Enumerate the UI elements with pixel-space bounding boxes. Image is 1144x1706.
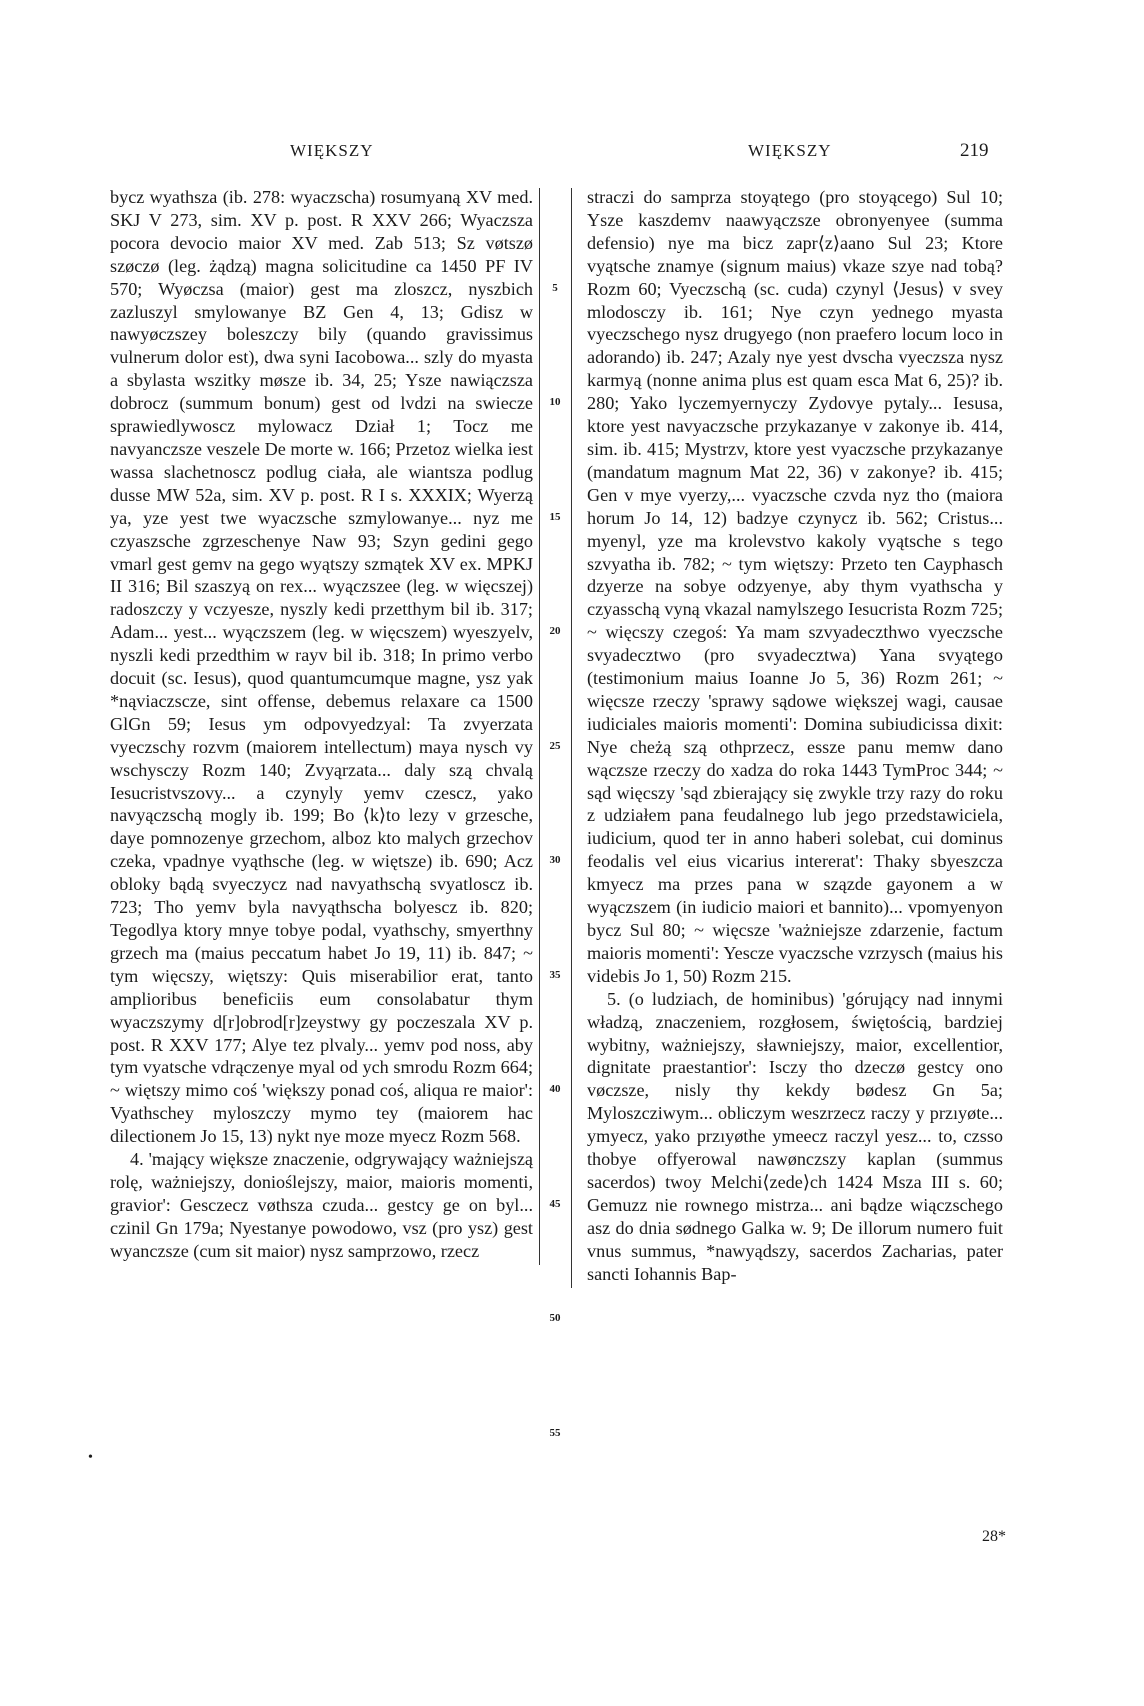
line-number: 10 <box>549 396 561 408</box>
sheet-signature: 28* <box>982 1528 1006 1545</box>
line-number: 30 <box>549 854 561 866</box>
line-number: 20 <box>549 625 561 637</box>
column-rule-right <box>571 188 572 1288</box>
line-number: 40 <box>549 1083 561 1095</box>
line-number: 50 <box>549 1312 561 1324</box>
line-number-gutter <box>542 186 568 1706</box>
margin-mark: • <box>88 1450 93 1465</box>
line-number: 5 <box>552 282 558 294</box>
running-head-left: WIĘKSZY <box>290 141 374 160</box>
line-number: 45 <box>549 1198 561 1210</box>
right-column <box>587 186 1003 1286</box>
left-paragraph-2: 4. 'mający większe znaczenie, odgrywający ważniejszą rolę, ważniejszy, donioślejszy, maior, maioris momenti, gravior': Gesczecz vøthsza czuda... gestcy ge on byl... czinil Gn 179a; Nyestanye powodowo, vsz (pro ysz) gest wyanczsze (cum sit maior) nysz samprzowo, rzecz <box>110 1149 533 1261</box>
left-column <box>110 186 533 1263</box>
line-number: 35 <box>549 969 561 981</box>
line-number: 15 <box>549 511 561 523</box>
line-number: 25 <box>549 740 561 752</box>
right-paragraph-1: straczi do samprza stoyątego (pro stoyącego) Sul 10; Ysze kaszdemv naawyączsze obronyenyee (summa defensio) nye ma bicz zapr⟨z⟩aano Sul 23; Ktore vyątsche znamye (signum maius) vkaze szye nad tobą? Rozm 60; Vyeczschą (sc. cuda) czynyl ⟨Jesus⟩ v svey mlodosczy ib. 161; Nye czyn yednego myasta vyeczschego nysz drugyego (non praefero locum loco in adorando) ib. 247; Azaly nye yest dvscha vyeczsza nysz karmyą (nonne anima plus est quam esca Mat 6, 25)? ib. 280; Yako lyczemyernyczy Zydovye pytaly... Iesusa, ktore yest navyaczsche przykazanye v zakonye ib. 414, sim. ib. 415; Mystrzv, ktore yest vyaczsche przykazanye (mandatum magnum Mat 22, 36) v zakonye? ib. 415; Gen v mye vyerzy,... vyaczsche czvda nyz tho (maiora horum Jo 14, 12) badzye czynycz ib. 562; Cristus... myenyl, yze ma krolevstvo kakoly vyątsche s tego szvyatha ib. 782; ~ tym więtszy: Przeto ten Cayphasch dzyerze na sobye odzyenye, aby thym vyathscha y czyasschą vyną vkazal namylszego Iesucrista Rozm 725; ~ więcszy czegoś: Ya mam szvyadeczthwo vyeczsche svyadecztwo (pro svyadecztwa) Yana svyątego (testimonium maius Ioanne Jo 5, 36) Rozm 261; ~ więcsze rzeczy 'sprawy sądowe większej wagi, causae iudiciales maioris momenti': Domina subiudicissa dixit: Nye cheżą szą othprzecz, essze panu memw dano wączsze rzeczy do xadza do roka 1443 TymProc 344; ~ sąd więcszy 'sąd zbierający się zwykle trzy razy do roku z udziałem pana feudalnego lub jego przedstawiciela, iudicium, quod ter in anno haberi solebat, cui dominus feodalis vel eius vicarius intererat': Thaky sbyeszcza kmyecz ma przes pana w szązde gayonem a w wyączszem (in iudicio maiori et bannito)... vpomyenyon bycz Sul 80; ~ więcsze 'ważniejsze zdarzenie, factum maioris momenti': Yescze vyaczsche vzrzysch (maius his videbis Jo 1, 50) Rozm 215. <box>587 187 1003 986</box>
line-number: 55 <box>549 1427 561 1439</box>
left-paragraph-1: bycz wyathsza (ib. 278: wyaczscha) rosumyaną XV med. SKJ V 273, sim. XV p. post. R XXV 266; Wyaczsza pocora devocio maior XV med. Zab 513; Sz vøtszø szøczø (leg. żądzą) magna solicitudine ca 1450 PF IV 570; Wyøczsa (maior) gest ma zloszcz, nyszbich zazluszyl smylowanye BZ Gen 4, 13; Gdisz w nawyøczszey boleszczy bily (quando gravissimus vulnerum dolor est), dwa syni Iacobowa... szly do myasta a sbylasta wszitky møsze ib. 34, 25; Ysze nawiączsza dobrocz (summum bonum) gest od lvdzi na swiecze sprawiedlywoscz mylowacz Dział 1; Tocz me navyanczsze veszele De morte w. 166; Przetoz wielka iest wassa slachetnoscz podlug ciała, ale wiantsza podlug dusse MW 52a, sim. XV p. post. R I s. XXXIX; Wyerzą ya, yze yest twe wyaczsche szmylowanye... nyz me czyaszsche zgrzeschenye Naw 93; Szyn gedini gego vmarl gest gemv na gego wyątszy szmątek XV ex. MPKJ II 316; Bil szaszyą on rex... wyączszee (leg. w więcszej) radoszczy y vczyesze, nyszly kedi przetthym bil ib. 317; Adam... yest... wyączszem (leg. w więcszem) wyeszyelv, nyszli kedi przedthim w rayv bil ib. 318; In primo verbo docuit (sc. Iesus), quod quantumcumque magne, ysz yak *nąviaczscze, sint offense, debemus relaxare ca 1500 GlGn 59; Iesus ym odpovyedzyal: Ta zvyerzata vyeczschy rozvm (maiorem intellectum) maya nysch vy wschysczy Rozm 140; Zvyąrzata... daly szą chvalą Iesucristvszovy... a czynyly yemv czescz, yako navyączschą mogly ib. 199; Bo ⟨k⟩to lezy v grzesche, daye pomnozenye grzechom, alboz kto malych grzechov czeka, vpadnye vyąthsche (leg. w więtsze) ib. 690; Acz obloky bądą svyeczycz nad navyathschą svyatloscz ib. 723; Tho yemv byla navyąthscha bolyescz ib. 820; Tegodlya ktory mnye tobye podal, vyathschy, smyerthny grzech ma (maius peccatum habet Jo 19, 11) ib. 847; ~ tym więcszy, więtszy: Quis miserabilior erat, tanto amplioribus beneficiis eum consolabatur thym wyaczszymy d[r]obrod[r]zeystwy gy poczeszala XV p. post. R XXV 177; Alye tez plvaly... yemv pod noss, aby tym vyatsche vdrączenye myal od ych smrodu Rozm 664; ~ więtszy mimo coś 'większy ponad coś, aliqua re maior': Vyathschey myloszczy mymo tey (maiorem hac dilectionem Jo 15, 13) nykt nye moze myecz Rozm 568. <box>110 187 533 1147</box>
right-paragraph-2: 5. (o ludziach, de hominibus) 'górujący nad innymi władzą, znaczeniem, rozgłosem, świętością, bardziej wybitny, ważniejszy, sławniejszy, maior, excellentior, dignitate praestantior': Isczy tho dzeczø gestcy ono vøczsze, nisly thy kekdy bødesz Gn 5a; Myloszcziwym... obliczym weszrzecz raczy y przıyøte... ymyecz, yako przıyøthe ymeecz raczyl yesz... to, czsso thobye offyerowal nawønczszy kaplan (summus sacerdos) twoy Melchi⟨zede⟩ch 1424 Msza III s. 60; Gemuzz nie rownego mistrza... ani bądze wiączschego asz do dnia sødnego Galka w. 9; De illorum numero fuit vnus summus, *nawyądszy, sacerdos Zacharias, pater sancti Iohannis Bap- <box>587 988 1003 1284</box>
running-head-right: WIĘKSZY <box>748 141 832 160</box>
column-rule-left <box>539 188 540 1265</box>
page-number: 219 <box>960 140 989 161</box>
